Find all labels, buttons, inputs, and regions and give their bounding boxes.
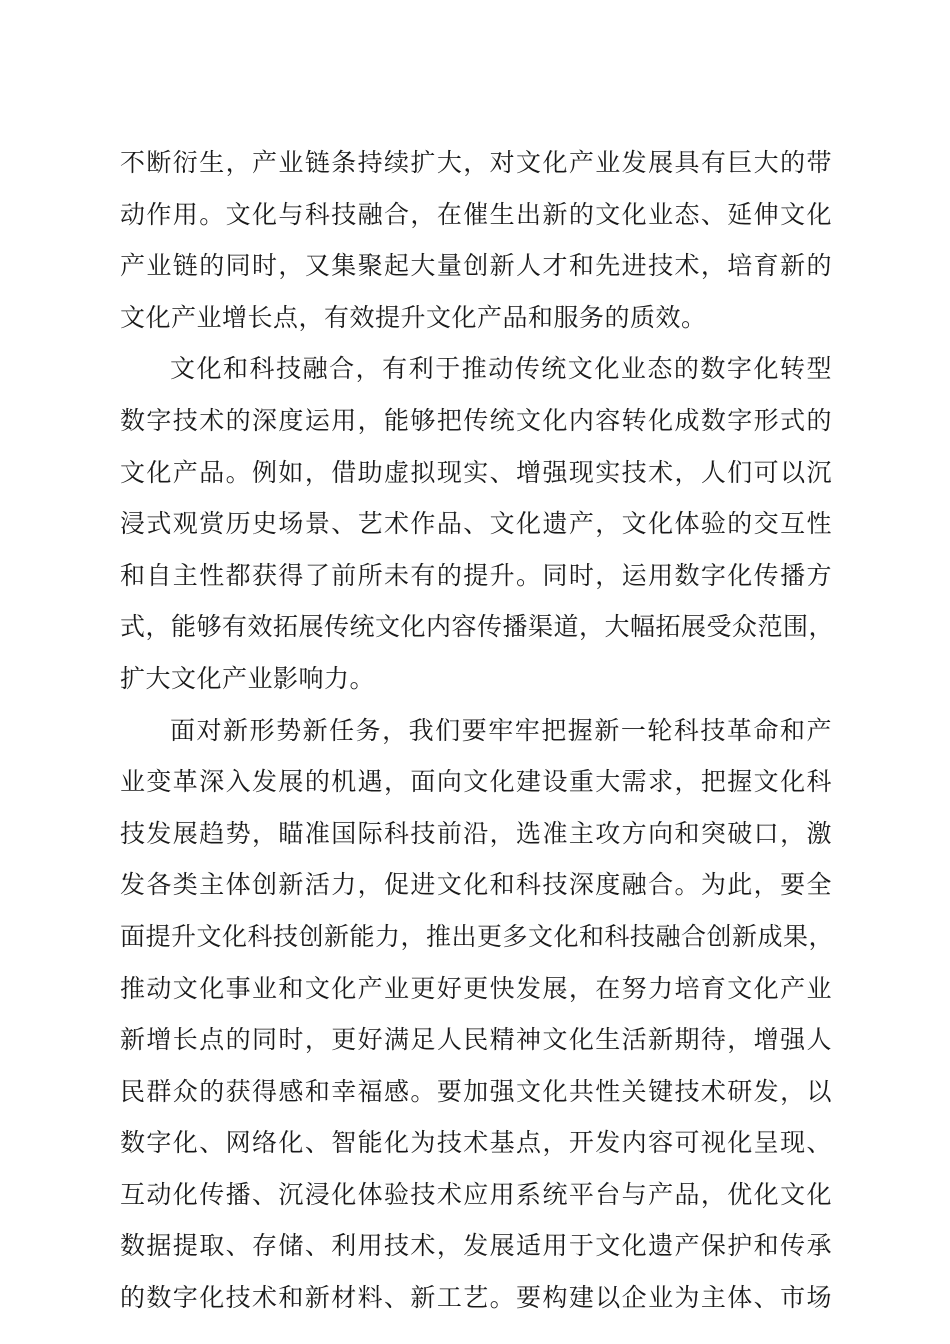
text-line: 数字化、网络化、智能化为技术基点，开发内容可视化呈现、 xyxy=(120,1128,832,1158)
text-line: 文化产业增长点，有效提升文化产品和服务的质效。 xyxy=(120,302,707,332)
text-line: 民群众的获得感和幸福感。要加强文化共性关键技术研发，以 xyxy=(120,1076,832,1106)
text-line: 推动文化事业和文化产业更好更快发展，在努力培育文化产业 xyxy=(120,973,832,1003)
text-line: 文化产品。例如，借助虚拟现实、增强现实技术，人们可以沉 xyxy=(120,457,832,487)
text-line: 的数字化技术和新材料、新工艺。要构建以企业为主体、市场 xyxy=(120,1283,832,1313)
text-line: 发各类主体创新活力，促进文化和科技深度融合。为此，要全 xyxy=(120,870,832,900)
text-line: 和自主性都获得了前所未有的提升。同时，运用数字化传播方 xyxy=(120,560,832,590)
text-line: 产业链的同时，又集聚起大量创新人才和先进技术，培育新的 xyxy=(120,251,832,281)
text-line: 扩大文化产业影响力。 xyxy=(120,663,376,693)
body-text xyxy=(120,137,835,1324)
text-line: 动作用。文化与科技融合，在催生出新的文化业态、延伸文化 xyxy=(120,199,832,229)
text-line: 浸式观赏历史场景、艺术作品、文化遗产，文化体验的交互性 xyxy=(120,509,832,539)
text-line: 互动化传播、沉浸化体验技术应用系统平台与产品，优化文化 xyxy=(120,1179,832,1209)
text-line: 面对新形势新任务，我们要牢牢把握新一轮科技革命和产 xyxy=(170,715,832,745)
text-line: 文化和科技融合，有利于推动传统文化业态的数字化转型 xyxy=(170,354,832,384)
text-line: 数据提取、存储、利用技术，发展适用于文化遗产保护和传承 xyxy=(120,1231,832,1261)
text-line: 面提升文化科技创新能力，推出更多文化和科技融合创新成果， xyxy=(120,921,835,951)
text-line: 式，能够有效拓展传统文化内容传播渠道，大幅拓展受众范围， xyxy=(120,612,835,642)
text-line: 业变革深入发展的机遇，面向文化建设重大需求，把握文化科 xyxy=(120,767,832,797)
text-line: 数字技术的深度运用，能够把传统文化内容转化成数字形式的 xyxy=(120,405,832,435)
text-line: 不断衍生，产业链条持续扩大，对文化产业发展具有巨大的带 xyxy=(120,148,832,177)
text-line: 新增长点的同时，更好满足人民精神文化生活新期待，增强人 xyxy=(120,1025,832,1055)
text-line: 技发展趋势，瞄准国际科技前沿，选准主攻方向和突破口，激 xyxy=(120,818,832,848)
